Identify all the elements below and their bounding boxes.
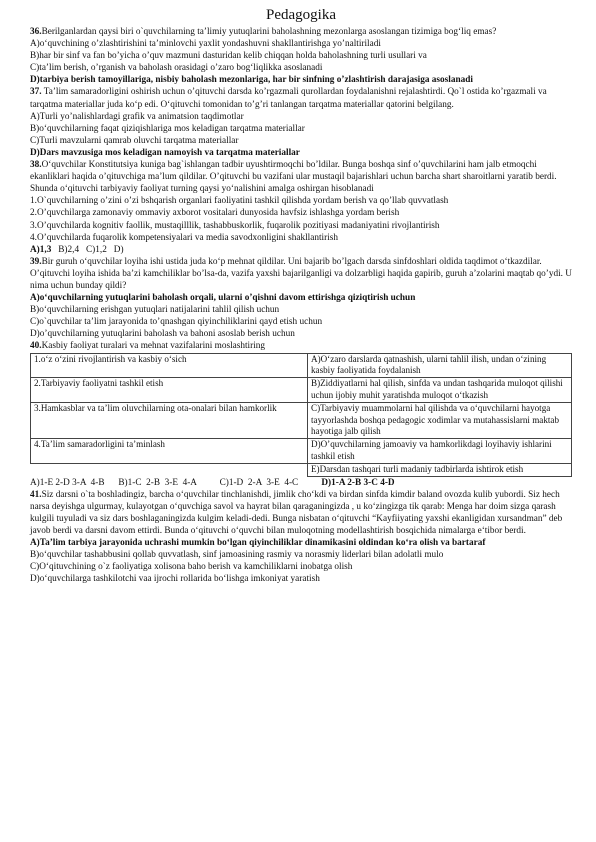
table-cell-right-a: A)O‘zaro darslarda qatnashish, ularni tahlil ilish, undan o‘zining kasbiy faoliyatida foydalanish bbox=[308, 353, 572, 378]
question-37-text: Ta’lim samaradorligini oshirish uchun o’qituvchi darsda ko’rgazmali qurollardan foydalanishni rejalashtirdi. Qo`l ostida ko’rgazmali va tarqatma materiallar juda ko‘p edi. O‘qituvchi tomonidan to’g’ri tanlangan tarqatma materiallar qatorini belgilang. bbox=[30, 87, 547, 110]
question-40-text: Kasbiy faoliyat turalari va mehnat vazifalarini moslashtiring bbox=[41, 341, 266, 352]
question-40-options bbox=[30, 477, 572, 489]
table-row bbox=[31, 353, 572, 378]
question-36 bbox=[30, 26, 572, 86]
question-36-option-d-answer: D)tarbiya berish tamoyillariga, nisbiy baholash mezonlariga, har bir sinfning o’zlashtirish darajasiga asoslanadi bbox=[30, 75, 473, 86]
question-37 bbox=[30, 86, 572, 159]
question-38-text: O‘quvchilar Konstitutsiya kuniga bag`ishlangan tadbir uyushtirmoqchi bo’ldilar. Bunga boshqa sinf o’quvchilarini ham jalb etmoqchi ekanliklari haqida o’qituvchiga ma’lum qildilar. O’qituvchi bu vazifani ular mustaqil bajarishlari uchun barcha shart sharoitlarni yaratib berdi. Shunda o‘qituvchi tarbiyaviy faoliyat turning qaysi yo‘nalishini amalga oshirgan hisoblanadi bbox=[30, 160, 557, 195]
question-38-answer: A)1,3 bbox=[30, 244, 52, 255]
question-41 bbox=[30, 489, 572, 586]
table-cell-right-c: C)Tarbiyaviy muammolarni hal qilishda va o‘quvchilarni hayotga tayyorlashda boshqa pedagogic xodimlar va mutahassislarni maktab hayotiga jalb qilish bbox=[308, 402, 572, 438]
question-41-text: Siz darsni o`ta boshladingiz, barcha o‘quvchilar tinchlanishdi, jimlik cho‘kdi va birdan sinfda kimdir baland ovozda kulib yubordi. Siz hech narsa deyishga ulgurmay, kulayotgan o‘quvchiga savol va hayrat bilan qaraganingizda , u ko‘zingizga tik qarab: Menga har doim sizga qarash kulgili tuyuladi va siz dars boshlaganingizda kulgim keladi-dedi. Bunga nisbatan o‘qituvchi “Kayfiiyating yaxshi ekanligidan xursandman” deb javob berdi va darsni davom ettirdi. Bunda o‘qituvchi o‘quvchi bilan muloqotning modellashtirish bosqichida nimalarga e‘tibor berdi. bbox=[30, 489, 563, 536]
matching-table bbox=[30, 353, 572, 477]
question-38-options bbox=[30, 244, 572, 256]
question-40-stem bbox=[30, 340, 572, 352]
table-row bbox=[31, 378, 572, 403]
question-36-option-c: C)ta’lim berish, o’rganish va baholash orasidagi o’zaro bog‘liqlikka asoslanadi bbox=[30, 63, 323, 74]
question-37-option-a: A)Turli yo’nalishlardagi grafik va animatsion taqdimotlar bbox=[30, 111, 244, 122]
table-cell-empty bbox=[31, 463, 308, 476]
question-39-option-b: B)o‘quvchilarning erishgan yutuqlari natijalarini tahlil qilish uchun bbox=[30, 305, 280, 316]
question-38-item-4: 4.O’quvchilarda fuqarolik kompetensiyalari va media savodxonligini shakllantirish bbox=[30, 232, 339, 243]
question-40-number: 40. bbox=[30, 341, 42, 352]
question-37-number: 37. bbox=[30, 87, 42, 98]
table-row bbox=[31, 463, 572, 476]
question-38-item-2: 2.O’quvchilarga zamonaviy ommaviy axborot vositalari dunyosida havfsiz ishlashga yordam berish bbox=[30, 208, 400, 219]
table-row bbox=[31, 439, 572, 464]
question-39-stem bbox=[30, 256, 572, 292]
question-36-option-b: B)har bir sinf va fan bo’yicha o’quv mazmuni dasturidan kelib chiqqan holda baholashning turli usullari va bbox=[30, 51, 427, 62]
question-37-option-d-answer: D)Dars mavzusiga mos keladigan namoyish va tarqatma materiallar bbox=[30, 147, 300, 158]
question-41-option-a-answer: A)Ta’lim tarbiya jarayonida uchrashi mumkin bo‘lgan qiyinchiliklar dinamikasini oldindan ko‘ra olish va bartaraf bbox=[30, 537, 486, 548]
table-cell-left-2: 2.Tarbiyaviy faoliyatni tashkil etish bbox=[31, 378, 308, 403]
question-41-option-d: D)o‘quvchilarga tashkilotchi vaa ijrochi rollarida bo‘lishga imkoniyat yaratish bbox=[30, 574, 320, 585]
page-title: Pedagogika bbox=[266, 7, 336, 23]
question-37-option-b: B)o‘quvchilarning faqat qiziqishlariga mos keladigan tarqatma materiallar bbox=[30, 123, 305, 134]
table-cell-right-b: B)Ziddiyatlarni hal qilish, sinfda va undan tashqarida muloqot qilishi uchun ijobiy muhit yaratishda muloqot o‘tkazish bbox=[308, 378, 572, 403]
question-38-item-1: 1.O`quvchilarning o’zini o’zi bshqarish organlari faoliyatini tashkil qilishda yordam berish va qo’llab quvvatlash bbox=[30, 196, 449, 207]
question-41-option-c: C)O‘qituvchining o`z faoliyatiga xolisona baho berish va kamchiliklarni inobatga olish bbox=[30, 562, 353, 573]
question-39-option-d: D)o’quvchilarning yutuqlarini baholash va bahoni asoslab berish uchun bbox=[30, 329, 295, 340]
question-38-other-options: B)2,4 C)1,2 D) bbox=[51, 244, 124, 255]
question-38-item-3: 3.O’quvchilarda kognitiv faollik, mustaqilllik, tashabbuskorlik, fuqarolik pozitiyasi madaniyatini rivojlantirish bbox=[30, 220, 440, 231]
question-36-number: 36. bbox=[30, 27, 42, 37]
question-38-number: 38. bbox=[30, 160, 42, 171]
question-39-option-c: C)o`quvchilar ta’lim jarayonida to’qnashgan qiyinchiliklarini qayd etish uchun bbox=[30, 317, 323, 328]
question-36-stem bbox=[30, 26, 572, 38]
question-37-option-c: C)Turli mavzularni qamrab oluvchi tarqatma materiallar bbox=[30, 135, 239, 146]
question-40-answer: D)1-A 2-B 3-C 4-D bbox=[321, 477, 395, 488]
table-row bbox=[31, 402, 572, 438]
question-41-number: 41. bbox=[30, 489, 42, 500]
question-38-stem bbox=[30, 159, 572, 195]
question-38 bbox=[30, 159, 572, 256]
question-40-other-options: A)1-E 2-D 3-A 4-B B)1-C 2-B 3-E 4-A C)1-D 2-A 3-E 4-C bbox=[30, 477, 322, 488]
table-cell-left-4: 4.Ta’lim samaradorligini ta’minlash bbox=[31, 439, 308, 464]
question-39-option-a-answer: A)o‘quvchilarning yutuqlarini baholash orqali, ularni o’qishni davom ettirishga qiziqtirish uchun bbox=[30, 293, 416, 304]
question-39 bbox=[30, 256, 572, 341]
table-cell-right-e: E)Darsdan tashqari turli madaniy tadbirlarda ishtirok etish bbox=[308, 463, 572, 476]
question-39-number: 39. bbox=[30, 256, 42, 267]
table-cell-left-1: 1.o‘z o‘zini rivojlantirish va kasbiy o‘sich bbox=[31, 353, 308, 378]
question-39-text: Bir guruh o‘quvchilar loyiha ishi ustida juda ko‘p mehnat qildilar. Uni bajarib bo’lgach darsda sinfdoshlari oldida taqdimot o‘tkazdilar. O’qituvchi loyiha ishida ba’zi kamchiliklar bo’lsa-da, vazifa yaxshi bajarilganligi va dolzarbligi haqida gapirib, guruh a’zolarini maqtab qo’ydi. U nima uchun bunday qildi? bbox=[30, 256, 572, 291]
table-cell-right-d: D)O’quvchilarning jamoaviy va hamkorlikdagi loyihaviy ishlarini tashkil etish bbox=[308, 439, 572, 464]
question-36-option-a: A)o‘quvchining o’zlashtirishini ta’minlovchi yaxlit yondashuvni shakllantirishga yo’naltiriladi bbox=[30, 39, 381, 50]
question-41-option-b: B)o‘quvchilar tashabbusini qollab quvvatlash, sinf jamoasining rasmiy va norasmiy liderlari bilan adolatli mulo bbox=[30, 550, 444, 561]
question-36-text: Berilganlardan qaysi biri o`quvchilarning ta’limiy yutuqlarini baholashning mezonlarga asoslangan tizimiga bog‘liq emas? bbox=[41, 27, 497, 37]
table-cell-left-3: 3.Hamkasblar va ta’lim oluvchilarning ota-onalari bilan hamkorlik bbox=[31, 402, 308, 438]
question-40 bbox=[30, 340, 572, 488]
question-41-stem bbox=[30, 489, 572, 537]
question-37-stem bbox=[30, 86, 572, 110]
